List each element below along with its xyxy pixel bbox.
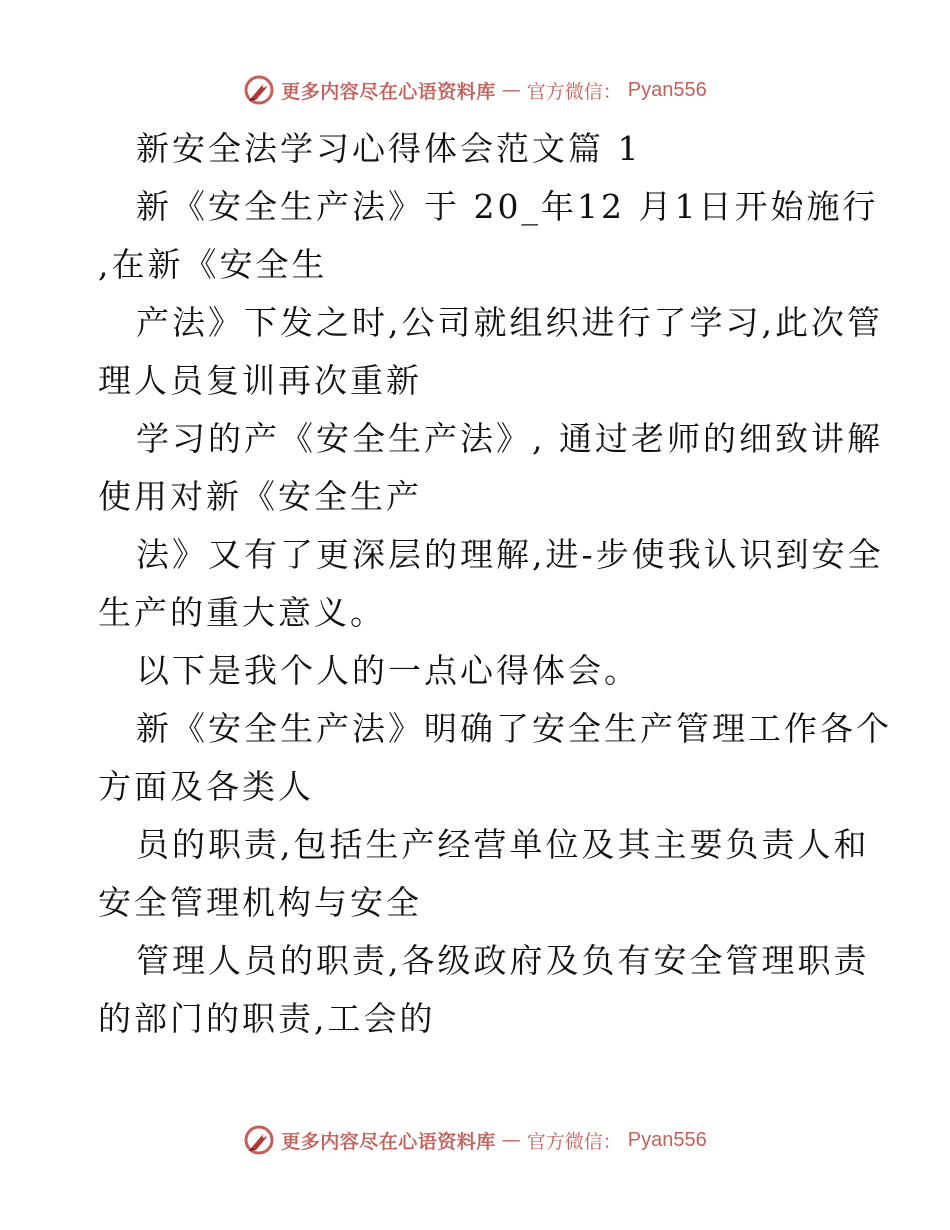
paragraph-line: 使用对新《安全生产	[98, 477, 422, 516]
paragraph-line: 管理人员的职责,各级政府及负有安全管理职责	[136, 941, 870, 980]
wechat-id: Pyan556	[627, 1128, 707, 1151]
paragraph-line: 新《安全生产法》明确了安全生产管理工作各个	[136, 709, 892, 748]
banner-slogan: 更多内容尽在心语资料库	[281, 1130, 496, 1153]
paragraph-line: 员的职责,包括生产经营单位及其主要负责人和	[136, 825, 870, 864]
paragraph-line: 产法》下发之时,公司就组织进行了学习,此次管	[136, 303, 883, 342]
paragraph-line: ,在新《安全生	[98, 245, 328, 284]
paragraph-line: 的部门的职责,工会的	[98, 999, 436, 1038]
paragraph-line: 生产的重大意义。	[98, 593, 386, 632]
wechat-id: Pyan556	[627, 78, 707, 101]
paragraph-line: 方面及各类人	[98, 767, 314, 806]
paragraph-line: 法》又有了更深层的理解,进-步使我认识到安全	[136, 535, 884, 574]
paragraph-line: 以下是我个人的一点心得体会。	[136, 651, 640, 690]
document-title: 新安全法学习心得体会范文篇 1	[136, 129, 642, 168]
paragraph-line: 新《安全生产法》于 20_年12 月1日开始施行	[136, 187, 879, 226]
footer-banner	[0, 1120, 950, 1160]
banner-dash: —	[501, 79, 521, 101]
banner-dash: —	[501, 1129, 521, 1151]
paragraph-line: 学习的产《安全生产法》, 通过老师的细致讲解	[136, 419, 883, 458]
header-banner	[0, 70, 950, 110]
paragraph-line: 理人员复训再次重新	[98, 361, 422, 400]
pen-nib-circle-icon	[243, 74, 275, 106]
banner-slogan: 更多内容尽在心语资料库	[281, 80, 496, 103]
paragraph-line: 安全管理机构与安全	[98, 883, 422, 922]
wechat-label: 官方微信：	[526, 1130, 622, 1153]
pen-nib-circle-icon	[243, 1124, 275, 1156]
wechat-label: 官方微信：	[526, 80, 622, 103]
